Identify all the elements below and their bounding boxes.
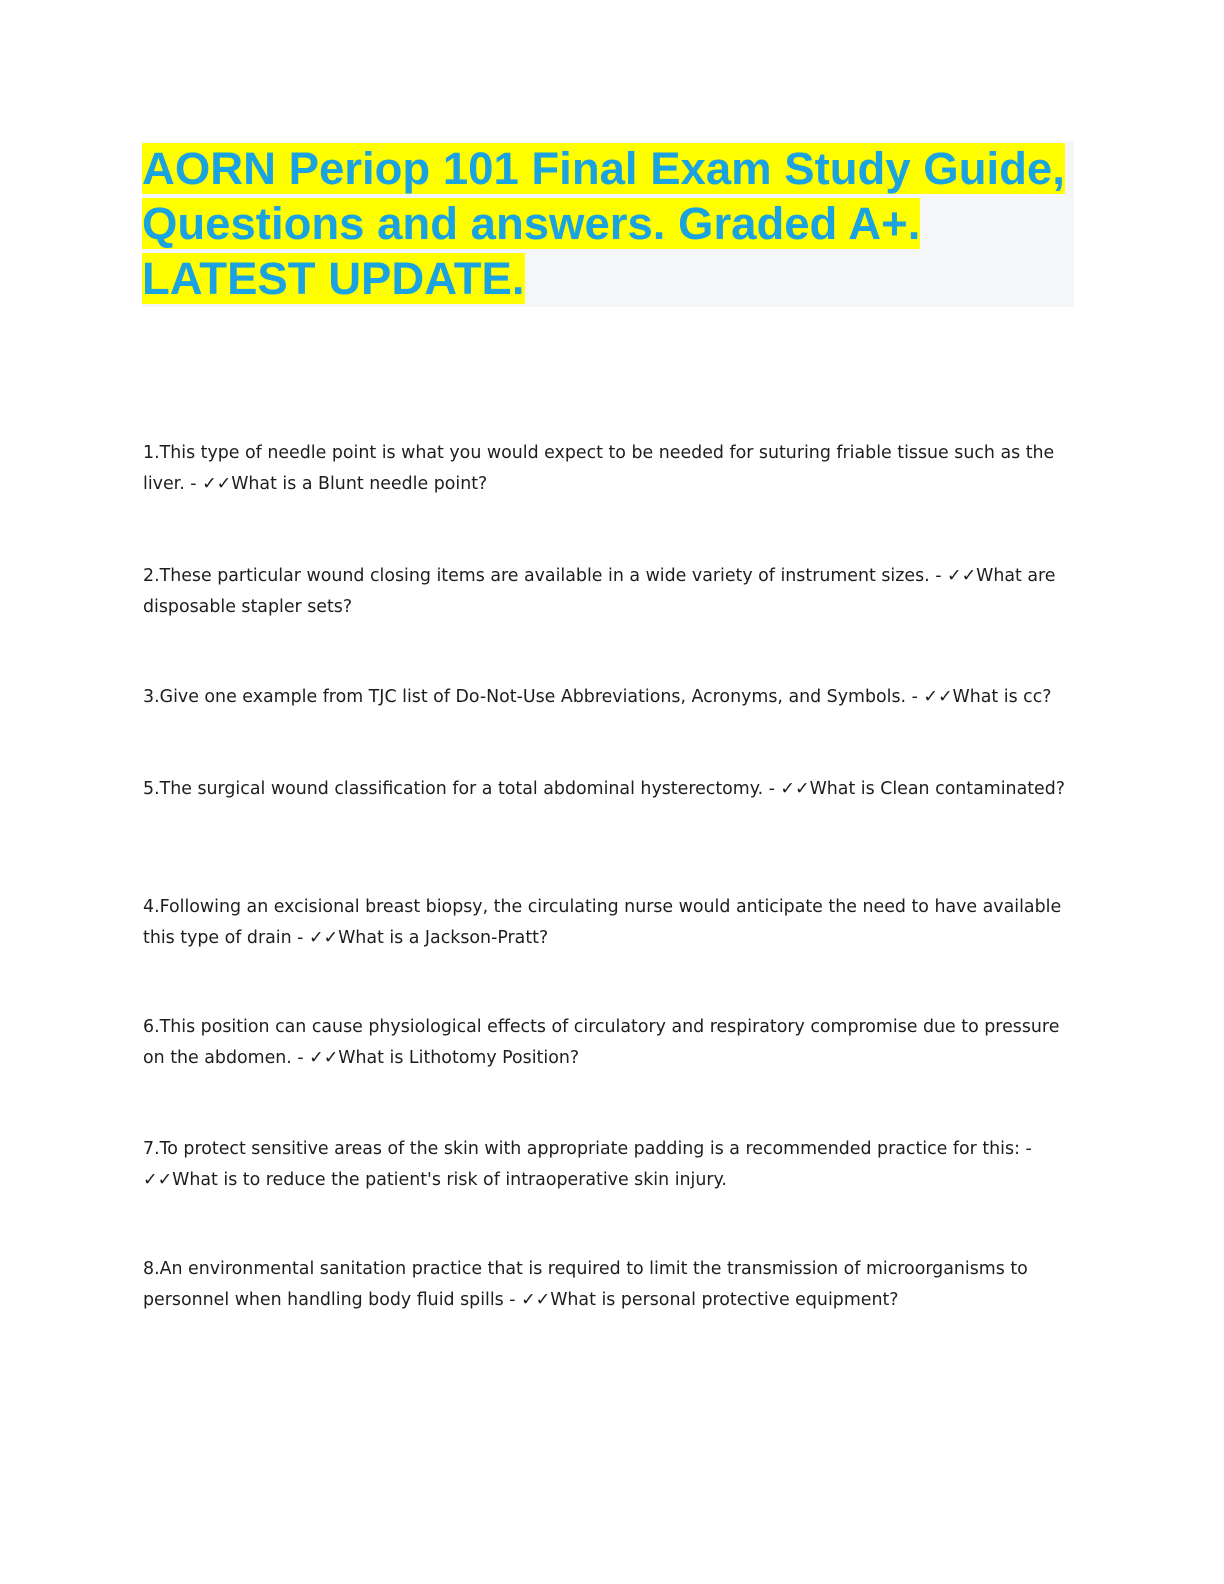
qa-item-5: 5.The surgical wound classification for a total abdominal hysterectomy. - ✓✓What is Clean contaminated?: [143, 779, 1066, 799]
qa-item-2: 2.These particular wound closing items are available in a wide variety of instrument sizes. - ✓✓What are disposable stapler sets?: [143, 566, 1056, 617]
qa-item-3: 3.Give one example from TJC list of Do-Not-Use Abbreviations, Acronyms, and Symbols. - ✓✓What is cc?: [143, 687, 1052, 707]
qa-item-8: 8.An environmental sanitation practice that is required to limit the transmission of microorganisms to personnel when handling body fluid spills - ✓✓What is personal protective equipment?: [143, 1259, 1028, 1310]
qa-item-4: 4.Following an excisional breast biopsy, the circulating nurse would anticipate the need to have available this type of drain - ✓✓What is a Jackson-Pratt?: [143, 897, 1062, 948]
qa-item-7: 7.To protect sensitive areas of the skin with appropriate padding is a recommended practice for this: - ✓✓What is to reduce the patient's risk of intraoperative skin injury.: [143, 1139, 1032, 1190]
qa-item-1: 1.This type of needle point is what you would expect to be needed for suturing friable tissue such as the liver. - ✓✓What is a Blunt needle point?: [143, 443, 1055, 494]
document-title: [142, 141, 1074, 306]
title-block: [142, 141, 1074, 307]
title-highlight: AORN Periop 101 Final Exam Study Guide, Questions and answers. Graded A+. LATEST UPDATE.: [142, 143, 1065, 304]
qa-item-6: 6.This position can cause physiological effects of circulatory and respiratory compromise due to pressure on the abdomen. - ✓✓What is Lithotomy Position?: [143, 1017, 1060, 1068]
